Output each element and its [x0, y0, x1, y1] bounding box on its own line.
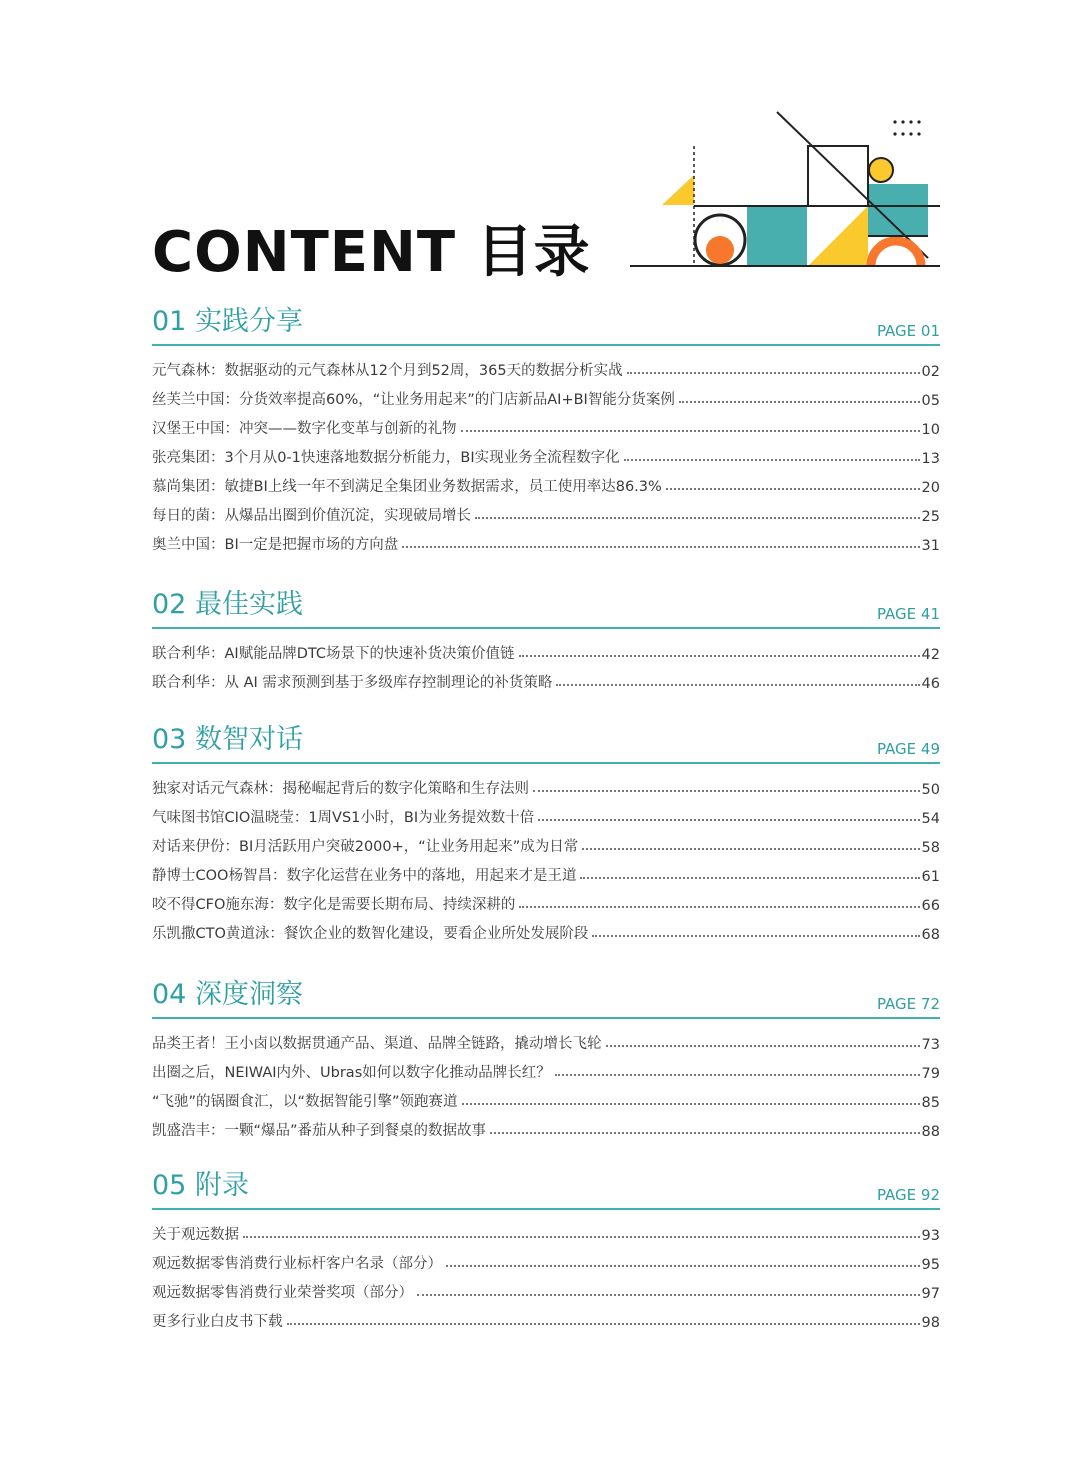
toc-entry[interactable]: [152, 885, 940, 914]
toc-entry-page: 05: [921, 393, 940, 409]
section-page-label[interactable]: PAGE 72: [876, 995, 940, 1013]
toc-entry-page: 98: [921, 1315, 940, 1331]
toc-entry-page: 02: [921, 364, 940, 380]
leader-dots: [446, 1265, 920, 1267]
toc-entry-title: 品类王者！王小卤以数据贯通产品、渠道、品牌全链路，撬动增长飞轮: [152, 1036, 602, 1052]
toc-entry-title: 更多行业白皮书下载: [152, 1314, 283, 1330]
leader-dots: [519, 906, 919, 908]
toc-entry-page: 68: [921, 927, 940, 943]
toc-entry-title: 奥兰中国：BI一定是把握市场的方向盘: [152, 537, 399, 553]
leader-dots: [519, 655, 920, 657]
toc-entry-title: 气味图书馆CIO温晓莹：1周VS1小时，BI为业务提效数十倍: [152, 810, 535, 826]
leader-dots: [461, 430, 920, 432]
leader-dots: [666, 488, 920, 490]
leader-dots: [243, 1236, 920, 1238]
toc-entry-page: 46: [921, 676, 940, 692]
toc-entry-page: 42: [921, 647, 940, 663]
toc-entry-title: 慕尚集团：敏捷BI上线一年不到满足全集团业务数据需求，员工使用率达86.3%: [152, 479, 662, 495]
toc-section-1: [152, 308, 940, 554]
section-page-label[interactable]: PAGE 92: [876, 1186, 940, 1204]
toc-entry-title: 独家对话元气森林：揭秘崛起背后的数字化策略和生存法则: [152, 781, 529, 797]
section-title: 01 实践分享: [152, 306, 303, 337]
toc-section-4: [152, 981, 940, 1140]
leader-dots: [462, 1103, 920, 1105]
section-title: 05 附录: [152, 1170, 249, 1201]
toc-entry-title: 乐凯撒CTO黄道泳：餐饮企业的数智化建设，要看企业所处发展阶段: [152, 926, 589, 942]
dot-grid-icon: [893, 120, 920, 135]
toc-entry-title: 观远数据零售消费行业标杆客户名录（部分）: [152, 1256, 442, 1272]
toc-entry[interactable]: [152, 663, 940, 692]
section-title: 02 最佳实践: [152, 589, 303, 620]
toc-entry-page: 66: [921, 898, 940, 914]
toc-entry-title: 静博士COO杨智昌：数字化运营在业务中的落地，用起来才是王道: [152, 868, 577, 884]
toc-entry-title: 对话来伊份：BI月活跃用户突破2000+，“让业务用起来”成为日常: [152, 839, 579, 855]
toc-entry-page: 79: [921, 1066, 940, 1082]
toc-entry[interactable]: [152, 856, 940, 885]
toc-entry-page: 93: [921, 1228, 940, 1244]
toc-entry-page: 13: [921, 451, 940, 467]
toc-entry[interactable]: [152, 1111, 940, 1140]
toc-entry[interactable]: [152, 1273, 940, 1302]
leader-dots: [606, 1045, 920, 1047]
toc-entry-title: 丝芙兰中国：分货效率提高60%，“让业务用起来”的门店新品AI+BI智能分货案例: [152, 392, 675, 408]
toc-entry-title: 元气森林：数据驱动的元气森林从12个月到52周，365天的数据分析实战: [152, 363, 623, 379]
toc-entry-title: 凯盛浩丰：一颗“爆品”番茄从种子到餐桌的数据故事: [152, 1123, 487, 1139]
leader-dots: [490, 1132, 920, 1134]
toc-entry[interactable]: [152, 827, 940, 856]
toc-entry-title: 张亮集团：3个月从0-1快速落地数据分析能力，BI实现业务全流程数字化: [152, 450, 620, 466]
toc-entry[interactable]: [152, 525, 940, 554]
section-title: 03 数智对话: [152, 724, 303, 755]
toc-entry-page: 58: [921, 840, 940, 856]
toc-entry[interactable]: [152, 438, 940, 467]
toc-entry-title: 关于观远数据: [152, 1227, 239, 1243]
page-title: CONTENT 目录: [152, 220, 591, 285]
leader-dots: [417, 1294, 920, 1296]
toc-entry-page: 97: [921, 1286, 940, 1302]
leader-dots: [556, 684, 919, 686]
toc-entry-page: 95: [921, 1257, 940, 1273]
toc-entry-page: 88: [921, 1124, 940, 1140]
toc-entry[interactable]: [152, 1215, 940, 1244]
leader-dots: [627, 372, 920, 374]
toc-entry-title: 每日的菌：从爆品出圈到价值沉淀，实现破局增长: [152, 508, 471, 524]
toc-entry[interactable]: [152, 351, 940, 380]
toc-entry-page: 85: [921, 1095, 940, 1111]
toc-section-3: [152, 726, 940, 943]
toc-section-2: [152, 591, 940, 692]
toc-entry[interactable]: [152, 769, 940, 798]
leader-dots: [555, 1074, 920, 1076]
toc-entry-page: 25: [921, 509, 940, 525]
section-page-label[interactable]: PAGE 01: [876, 322, 940, 340]
leader-dots: [679, 401, 920, 403]
toc-entry-title: 联合利华：从 AI 需求预测到基于多级库存控制理论的补货策略: [152, 675, 553, 691]
toc-entry[interactable]: [152, 634, 940, 663]
leader-dots: [624, 459, 920, 461]
toc-entry-page: 73: [921, 1037, 940, 1053]
section-header: [152, 1172, 940, 1210]
toc-entry-title: 出圈之后，NEIWAI内外、Ubras如何以数字化推动品牌长红？: [152, 1065, 551, 1081]
leader-dots: [580, 877, 919, 879]
leader-dots: [475, 517, 920, 519]
toc-entry[interactable]: [152, 1244, 940, 1273]
toc-entry[interactable]: [152, 914, 940, 943]
toc-entry-page: 54: [921, 811, 940, 827]
toc-entry[interactable]: [152, 1082, 940, 1111]
toc-entry-title: 汉堡王中国：冲突——数字化变革与创新的礼物: [152, 421, 457, 437]
toc-entry[interactable]: [152, 496, 940, 525]
section-header: [152, 981, 940, 1019]
toc-entry-page: 31: [921, 538, 940, 554]
toc-entry[interactable]: [152, 380, 940, 409]
toc-entry-title: 联合利华：AI赋能品牌DTC场景下的快速补货决策价值链: [152, 646, 515, 662]
toc-section-5: [152, 1172, 940, 1331]
toc-entry-title: “飞驰”的锅圈食汇，以“数据智能引擎”领跑赛道: [152, 1094, 458, 1110]
section-header: [152, 308, 940, 346]
toc-entry[interactable]: [152, 467, 940, 496]
toc-entry-page: 61: [921, 869, 940, 885]
geometric-decoration: [630, 108, 945, 273]
toc-entry-title: 观远数据零售消费行业荣誉奖项（部分）: [152, 1285, 413, 1301]
section-header: [152, 591, 940, 629]
leader-dots: [287, 1323, 920, 1325]
section-page-label[interactable]: PAGE 49: [876, 740, 940, 758]
toc-entry-page: 10: [921, 422, 940, 438]
toc-entry-page: 50: [921, 782, 940, 798]
toc-entry-page: 20: [921, 480, 940, 496]
toc-entry[interactable]: [152, 1302, 940, 1331]
section-page-label[interactable]: PAGE 41: [876, 605, 940, 623]
toc-entry[interactable]: [152, 1053, 940, 1082]
leader-dots: [582, 848, 919, 850]
leader-dots: [592, 935, 919, 937]
section-header: [152, 726, 940, 764]
leader-dots: [533, 790, 920, 792]
leader-dots: [538, 819, 919, 821]
toc-entry[interactable]: [152, 1024, 940, 1053]
leader-dots: [402, 546, 919, 548]
toc-entry[interactable]: [152, 798, 940, 827]
toc-entry-title: 咬不得CFO施东海：数字化是需要长期布局、持续深耕的: [152, 897, 516, 913]
toc-entry[interactable]: [152, 409, 940, 438]
section-title: 04 深度洞察: [152, 979, 303, 1010]
